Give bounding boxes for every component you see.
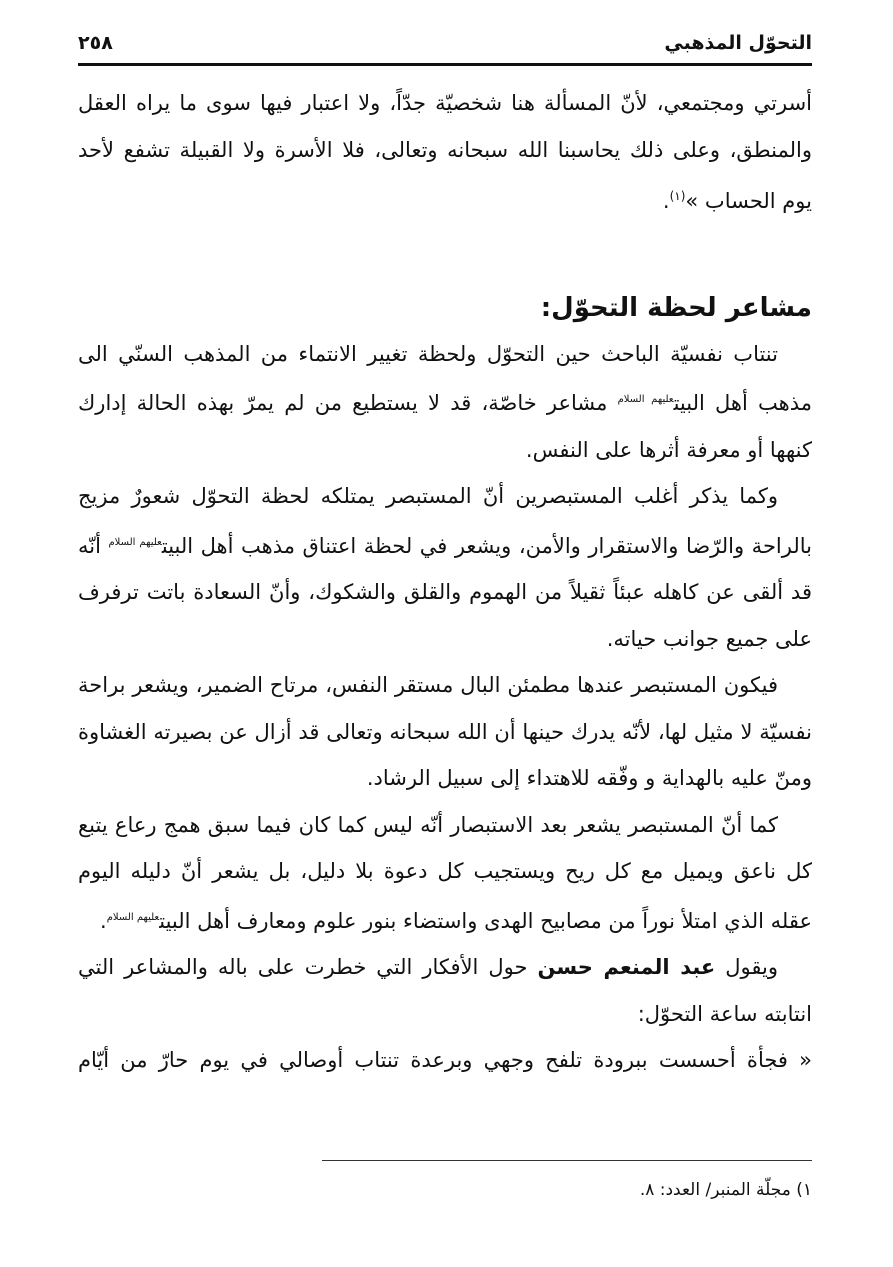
text-line: تنتاب نفسيّة الباحث حين التحوّل ولحظة تغيير الانتماء من المذهب السنّي الى [78,341,778,366]
footnote: ١) مجلّة المنبر/ العدد: ٨. [639,1180,812,1200]
text-line [78,520,812,570]
text: مذهب أهل البيت [673,391,812,415]
page-number: ٢٥٨ [78,32,113,54]
footnote-ref: (١) [669,189,686,203]
text-line: « فجأة أحسست ببرودة تلفح وجهي وبرعدة تنتاب أوصالي في يوم حارّ من أيّام [78,1048,812,1072]
text-line: وكما يذكر أغلب المستبصرين أنّ المستبصر يمتلكه لحظة التحوّل شعورٌ مزيج [78,484,778,508]
honorific-symbol: عليهم السلام [106,911,160,923]
page-header [78,30,812,60]
text-line [78,377,812,427]
text: أنّه [78,533,109,558]
text: مشاعر خاصّة، قد لا يستطيع من لم يمرّ بهذه الحالة إدارك [78,391,618,415]
body-text [78,80,812,1084]
honorific-symbol: عليهم السلام [617,394,674,405]
text-line [78,944,812,991]
author-name: عبد المنعم حسن [537,955,716,979]
honorific-symbol: عليهم السلام [108,536,162,548]
header-rule [78,63,812,66]
text-line [78,173,812,225]
text-line: كل ناعق ويميل مع كل ريح ويستجيب كل دعوة بلا دليل، بل يشعر أنّ دليله اليوم [78,859,812,883]
text-line: كما أنّ المستبصر يشعر بعد الاستبصار أنّه ليس كما كان فيما سبق همج رعاع يتبع [78,812,778,837]
text: . [662,189,670,213]
text-line: فيكون المستبصر عندها مطمئن البال مستقر النفس، مرتاح الضمير، ويشعر براحة [78,673,778,697]
footnote-rule [322,1160,812,1161]
text-line: انتابته ساعة التحوّل: [637,1001,812,1026]
text-line: على جميع جوانب حياته. [606,626,812,651]
running-title: التحوّل المذهبي [664,32,812,54]
text: عقله الذي امتلأ نوراً من مصابيح الهدى واستضاء بنور علوم ومعارف أهل البيت [159,908,812,933]
text-line: نفسيّة لا مثيل لها، لأنّه يدرك حينها أن الله سبحانه وتعالى قد أزال عن بصيرته الغشاوة [78,719,812,744]
text-line: قد ألقى عن كاهله عبئاً ثقيلاً من الهموم والقلق والشكوك، وأنّ السعادة باتت ترفرف [78,580,812,604]
text: يوم الحساب » [685,189,812,213]
text-line: ومنّ عليه بالهداية و وفّقه للاهتداء إلى سبيل الرشاد. [366,766,812,790]
text: . [100,908,107,933]
text-line [78,895,812,945]
text-line: كنهها أو معرفة أثرها على النفس. [525,437,812,462]
text: ويقول [715,955,779,979]
text-line: والمنطق، وعلى ذلك يحاسبنا الله سبحانه وتعالى، فلا الأسرة ولا القبيلة تشفع لأحد [78,137,812,162]
text: حول الأفكار التي خطرت على باله والمشاعر التي [78,955,538,979]
text-line: أسرتي ومجتمعي، لأنّ المسألة هنا شخصيّة جدّاً، ولا اعتبار فيها سوى ما يراه العقل [78,91,812,115]
text: بالراحة والرّضا والاستقرار والأمن، ويشعر في لحظة اعتناق مذهب أهل البيت [161,533,812,558]
section-heading: مشاعر لحظة التحوّل: [540,292,812,323]
